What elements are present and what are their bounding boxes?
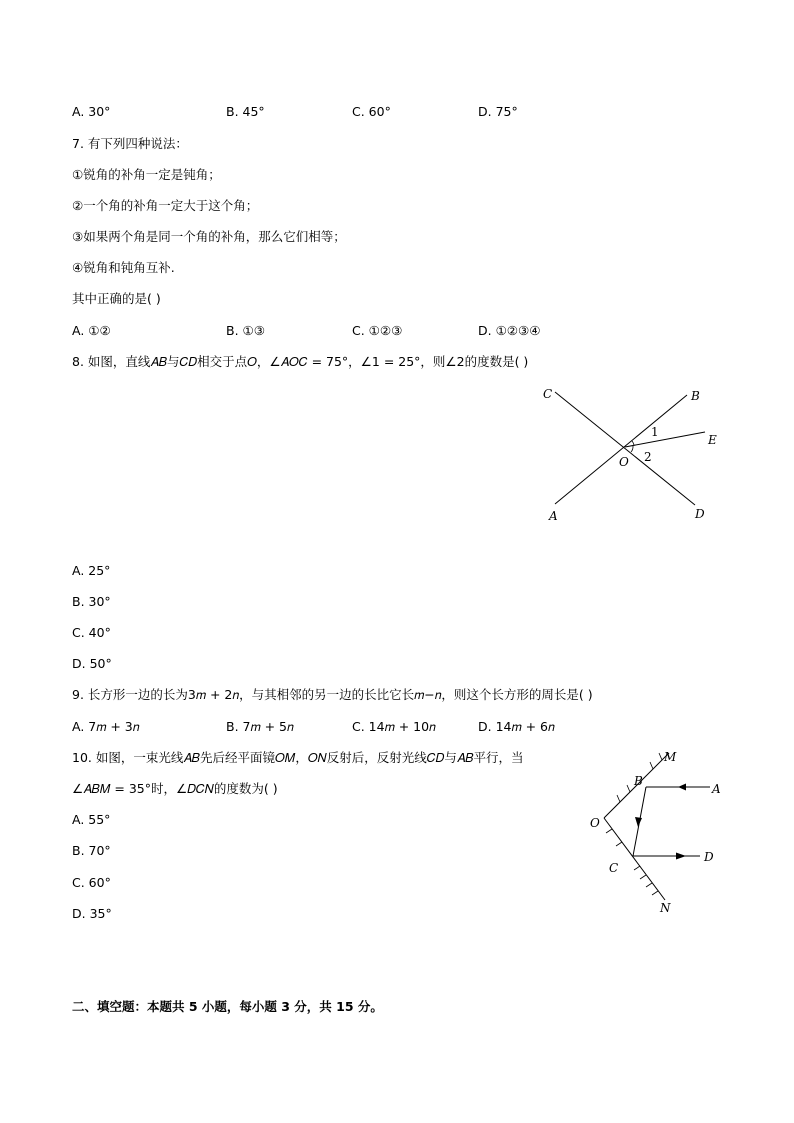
q7-stem: 7. 有下列四种说法： (72, 136, 188, 151)
q8-angle-1-arc (632, 441, 634, 445)
q7-item-3: ③如果两个角是同一个角的补角，那么它们相等； (72, 229, 346, 244)
q8-label-a: A (549, 509, 558, 523)
q10-option-c: C. 60° (72, 875, 111, 890)
q8-ray-oe (625, 432, 705, 447)
q10-mirror-on (604, 818, 665, 900)
q8-label-d: D (695, 507, 705, 521)
q10-label-a: A (712, 782, 721, 796)
q10-label-c: C (609, 861, 619, 875)
q8-stem: 8. 如图，直线𝐴𝐵与𝐶𝐷相交于点𝑂，∠𝐴𝑂𝐶 = 75°，∠1 = 25°，则∠2的度数是( ) (72, 354, 529, 369)
q8-label-1: 1 (651, 425, 659, 439)
q10-label-b: B (634, 774, 643, 788)
q7-item-1: ①锐角的补角一定是钝角； (72, 167, 221, 182)
q8-figure (535, 380, 735, 530)
q8-option-d: D. 50° (72, 656, 112, 671)
q6-option-c: C. 60° (352, 104, 391, 119)
q8-option-b: B. 30° (72, 594, 111, 609)
q8-line-cd (555, 392, 695, 505)
q8-label-b: B (691, 389, 700, 403)
q10-arrow-bc (635, 817, 642, 827)
q8-angle-2-arc (631, 446, 633, 452)
q10-figure (582, 745, 732, 920)
q10-arrow-ab (678, 784, 686, 791)
q10-stem-line2: ∠𝐴𝐵𝑀 = 35°时，∠𝐷𝐶𝑁的度数为( ) (72, 781, 278, 796)
q6-option-b: B. 45° (226, 104, 265, 119)
q10-label-d: D (704, 850, 714, 864)
q9-option-b: B. 7𝑚 + 5𝑛 (226, 719, 294, 734)
q7-option-d: D. ①②③④ (478, 323, 541, 338)
q10-option-a: A. 55° (72, 812, 111, 827)
q9-option-c: C. 14𝑚 + 10𝑛 (352, 719, 436, 734)
q7-item-2: ②一个角的补角一定大于这个角； (72, 198, 259, 213)
q8-option-a: A. 25° (72, 563, 111, 578)
q10-label-m: M (664, 750, 677, 764)
q7-option-b: B. ①③ (226, 323, 265, 338)
q10-option-b: B. 70° (72, 843, 111, 858)
q10-arrow-cd (676, 853, 686, 860)
q8-line-ab (555, 395, 687, 504)
q9-stem: 9. 长方形一边的长为3𝑚 + 2𝑛，与其相邻的另一边的长比它长𝑚−𝑛，则这个长方形的周长是( ) (72, 687, 593, 702)
q7-option-a: A. ①② (72, 323, 111, 338)
q8-option-c: C. 40° (72, 625, 111, 640)
section2-title: 二、填空题：本题共 5 小题，每小题 3 分，共 15 分。 (72, 999, 383, 1014)
q9-option-d: D. 14𝑚 + 6𝑛 (478, 719, 555, 734)
q7-item-4: ④锐角和钝角互补. (72, 260, 175, 275)
q10-stem-line1: 10. 如图，一束光线𝐴𝐵先后经平面镜𝑂𝑀，𝑂𝑁反射后，反射光线𝐶𝐷与𝐴𝐵平行，当 (72, 750, 524, 765)
q6-option-d: D. 75° (478, 104, 518, 119)
q7-option-c: C. ①②③ (352, 323, 403, 338)
q10-label-o: O (590, 816, 600, 830)
q10-label-n: N (660, 901, 671, 915)
q8-label-o: O (619, 455, 629, 469)
q9-option-a: A. 7𝑚 + 3𝑛 (72, 719, 140, 734)
q8-label-e: E (708, 433, 717, 447)
q6-option-a: A. 30° (72, 104, 111, 119)
q8-label-c: C (543, 387, 553, 401)
q7-question: 其中正确的是( ) (72, 291, 161, 306)
q8-label-2: 2 (644, 450, 652, 464)
q10-option-d: D. 35° (72, 906, 112, 921)
